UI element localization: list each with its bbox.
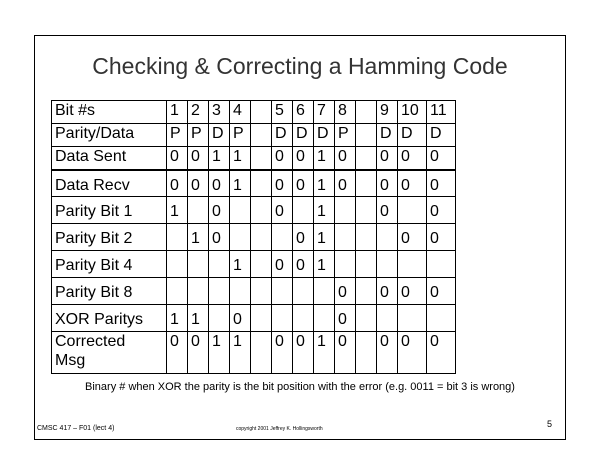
- table-cell: [188, 251, 209, 278]
- row-label: Data Sent: [52, 147, 167, 170]
- table-cell: 0: [377, 197, 398, 224]
- table-cell: 0: [293, 170, 314, 197]
- row-label: XOR Paritys: [52, 305, 167, 332]
- page-number: 5: [547, 419, 553, 429]
- table-cell: 0: [167, 170, 188, 197]
- table-cell: D: [377, 124, 398, 147]
- table-cell: 6: [293, 101, 314, 124]
- table-cell: [167, 224, 188, 251]
- slide-title: Checking & Correcting a Hamming Code: [92, 53, 508, 79]
- table-cell: [398, 305, 427, 332]
- table-cell: D: [293, 124, 314, 147]
- table-cell: 0: [427, 332, 456, 374]
- table-cell: [230, 278, 251, 305]
- table-cell: [167, 278, 188, 305]
- row-label: Bit #s: [52, 101, 167, 124]
- row-label: Parity Bit 1: [52, 197, 167, 224]
- table-cell: 1: [167, 305, 188, 332]
- table-cell: 0: [377, 332, 398, 374]
- table-cell: [335, 251, 356, 278]
- table-cell: 0: [335, 278, 356, 305]
- table-cell: [356, 147, 377, 170]
- table-cell: [356, 170, 377, 197]
- table-cell: 0: [293, 224, 314, 251]
- table-cell: 0: [293, 147, 314, 170]
- row-label-line: Msg: [55, 352, 86, 369]
- table-row: [52, 332, 456, 374]
- table-cell: 1: [314, 251, 335, 278]
- table-cell: 10: [398, 101, 427, 124]
- row-label: Data Recv: [52, 170, 167, 197]
- hamming-table: [51, 100, 456, 374]
- table-cell: 5: [272, 101, 293, 124]
- table-cell: 2: [188, 101, 209, 124]
- table-cell: [251, 305, 272, 332]
- table-row: [52, 197, 456, 224]
- table-cell: 4: [230, 101, 251, 124]
- table-cell: D: [398, 124, 427, 147]
- table-cell: [356, 251, 377, 278]
- table-cell: [293, 278, 314, 305]
- table-cell: 1: [188, 224, 209, 251]
- table-row: [52, 224, 456, 251]
- table-cell: 1: [230, 332, 251, 374]
- table-cell: 1: [167, 101, 188, 124]
- table-cell: 0: [335, 170, 356, 197]
- table-row: [52, 251, 456, 278]
- table-cell: [427, 305, 456, 332]
- table-cell: [209, 251, 230, 278]
- table-cell: 1: [314, 224, 335, 251]
- table-cell: 0: [209, 224, 230, 251]
- table-cell: [251, 197, 272, 224]
- table-cell: 0: [335, 147, 356, 170]
- table-cell: [272, 224, 293, 251]
- footer-course: CMSC 417 – F01 (lect 4): [37, 425, 115, 432]
- table-cell: 1: [230, 170, 251, 197]
- table-row: [52, 124, 456, 147]
- table-cell: 0: [377, 147, 398, 170]
- table-row: [52, 305, 456, 332]
- table-cell: 0: [398, 224, 427, 251]
- table-row: [52, 278, 456, 305]
- table-cell: 0: [427, 224, 456, 251]
- table-cell: 0: [335, 305, 356, 332]
- table-cell: 0: [167, 147, 188, 170]
- table-cell: 3: [209, 101, 230, 124]
- table-cell: [314, 305, 335, 332]
- table-row: [52, 170, 456, 197]
- table-cell: [209, 278, 230, 305]
- table-cell: 0: [209, 197, 230, 224]
- row-label-line: Corrected: [55, 333, 126, 350]
- explanation-note: Binary # when XOR the parity is the bit position with the error (e.g. 0011 = bit 3 is wrong): [85, 381, 515, 393]
- table-cell: [188, 278, 209, 305]
- table-cell: [314, 278, 335, 305]
- header-row: [52, 101, 456, 124]
- table-cell: 0: [335, 332, 356, 374]
- table-cell: 0: [272, 251, 293, 278]
- table-cell: 1: [230, 251, 251, 278]
- table-cell: D: [209, 124, 230, 147]
- table-cell: [356, 224, 377, 251]
- table-cell: [335, 224, 356, 251]
- table-cell: [230, 197, 251, 224]
- table-cell: [251, 147, 272, 170]
- table-cell: 0: [272, 332, 293, 374]
- table-cell: [377, 305, 398, 332]
- table-cell: 0: [272, 197, 293, 224]
- table-cell: 0: [427, 197, 456, 224]
- table-cell: [427, 251, 456, 278]
- table-cell: 1: [314, 197, 335, 224]
- table-cell: P: [188, 124, 209, 147]
- table-cell: 0: [427, 147, 456, 170]
- table-cell: [398, 197, 427, 224]
- table-cell: 0: [377, 170, 398, 197]
- table-cell: [251, 332, 272, 374]
- table-cell: D: [272, 124, 293, 147]
- table-cell: 1: [314, 332, 335, 374]
- table-cell: [356, 124, 377, 147]
- footer-copyright: copyright 2001 Jeffrey K. Hollingsworth: [236, 426, 323, 432]
- table-cell: 7: [314, 101, 335, 124]
- table-cell: 0: [398, 170, 427, 197]
- table-cell: [167, 251, 188, 278]
- table-cell: [356, 305, 377, 332]
- table-cell: [356, 101, 377, 124]
- table-cell: 11: [427, 101, 456, 124]
- table-cell: 0: [293, 332, 314, 374]
- table-cell: [230, 224, 251, 251]
- table-cell: [356, 332, 377, 374]
- table-cell: 0: [188, 147, 209, 170]
- table-cell: 1: [314, 147, 335, 170]
- table-cell: [251, 251, 272, 278]
- table-cell: P: [167, 124, 188, 147]
- row-label: Parity/Data: [52, 124, 167, 147]
- table-cell: [251, 170, 272, 197]
- table-cell: P: [335, 124, 356, 147]
- table-cell: [209, 305, 230, 332]
- table-row: [52, 147, 456, 170]
- table-cell: 1: [230, 147, 251, 170]
- table-cell: 0: [230, 305, 251, 332]
- table-cell: [356, 197, 377, 224]
- table-cell: [251, 101, 272, 124]
- table-cell: [251, 278, 272, 305]
- table-cell: [251, 124, 272, 147]
- table-cell: 0: [398, 147, 427, 170]
- table-cell: [251, 224, 272, 251]
- table-cell: [377, 251, 398, 278]
- table-cell: 1: [209, 332, 230, 374]
- table-cell: D: [427, 124, 456, 147]
- table-cell: [356, 278, 377, 305]
- table-cell: 1: [314, 170, 335, 197]
- table-cell: [335, 197, 356, 224]
- row-label: Parity Bit 8: [52, 278, 167, 305]
- row-label: [52, 332, 167, 374]
- table-cell: 1: [188, 305, 209, 332]
- table-cell: [188, 197, 209, 224]
- table-cell: 0: [398, 278, 427, 305]
- table-cell: 1: [209, 147, 230, 170]
- table-cell: [377, 224, 398, 251]
- table-cell: 0: [209, 170, 230, 197]
- row-label: Parity Bit 2: [52, 224, 167, 251]
- table-cell: D: [314, 124, 335, 147]
- table-cell: 0: [272, 170, 293, 197]
- table-cell: [272, 305, 293, 332]
- table-cell: [293, 197, 314, 224]
- table-cell: 0: [293, 251, 314, 278]
- table-cell: 0: [427, 170, 456, 197]
- table-cell: 0: [188, 170, 209, 197]
- table-cell: [398, 251, 427, 278]
- table-cell: 0: [188, 332, 209, 374]
- table-cell: 0: [377, 278, 398, 305]
- table-cell: [272, 278, 293, 305]
- table-cell: 0: [398, 332, 427, 374]
- table-cell: 1: [167, 197, 188, 224]
- row-label: Parity Bit 4: [52, 251, 167, 278]
- table-cell: [293, 305, 314, 332]
- table-cell: P: [230, 124, 251, 147]
- table-cell: 0: [272, 147, 293, 170]
- table-cell: 9: [377, 101, 398, 124]
- table-cell: 0: [427, 278, 456, 305]
- table-cell: 0: [167, 332, 188, 374]
- table-cell: 8: [335, 101, 356, 124]
